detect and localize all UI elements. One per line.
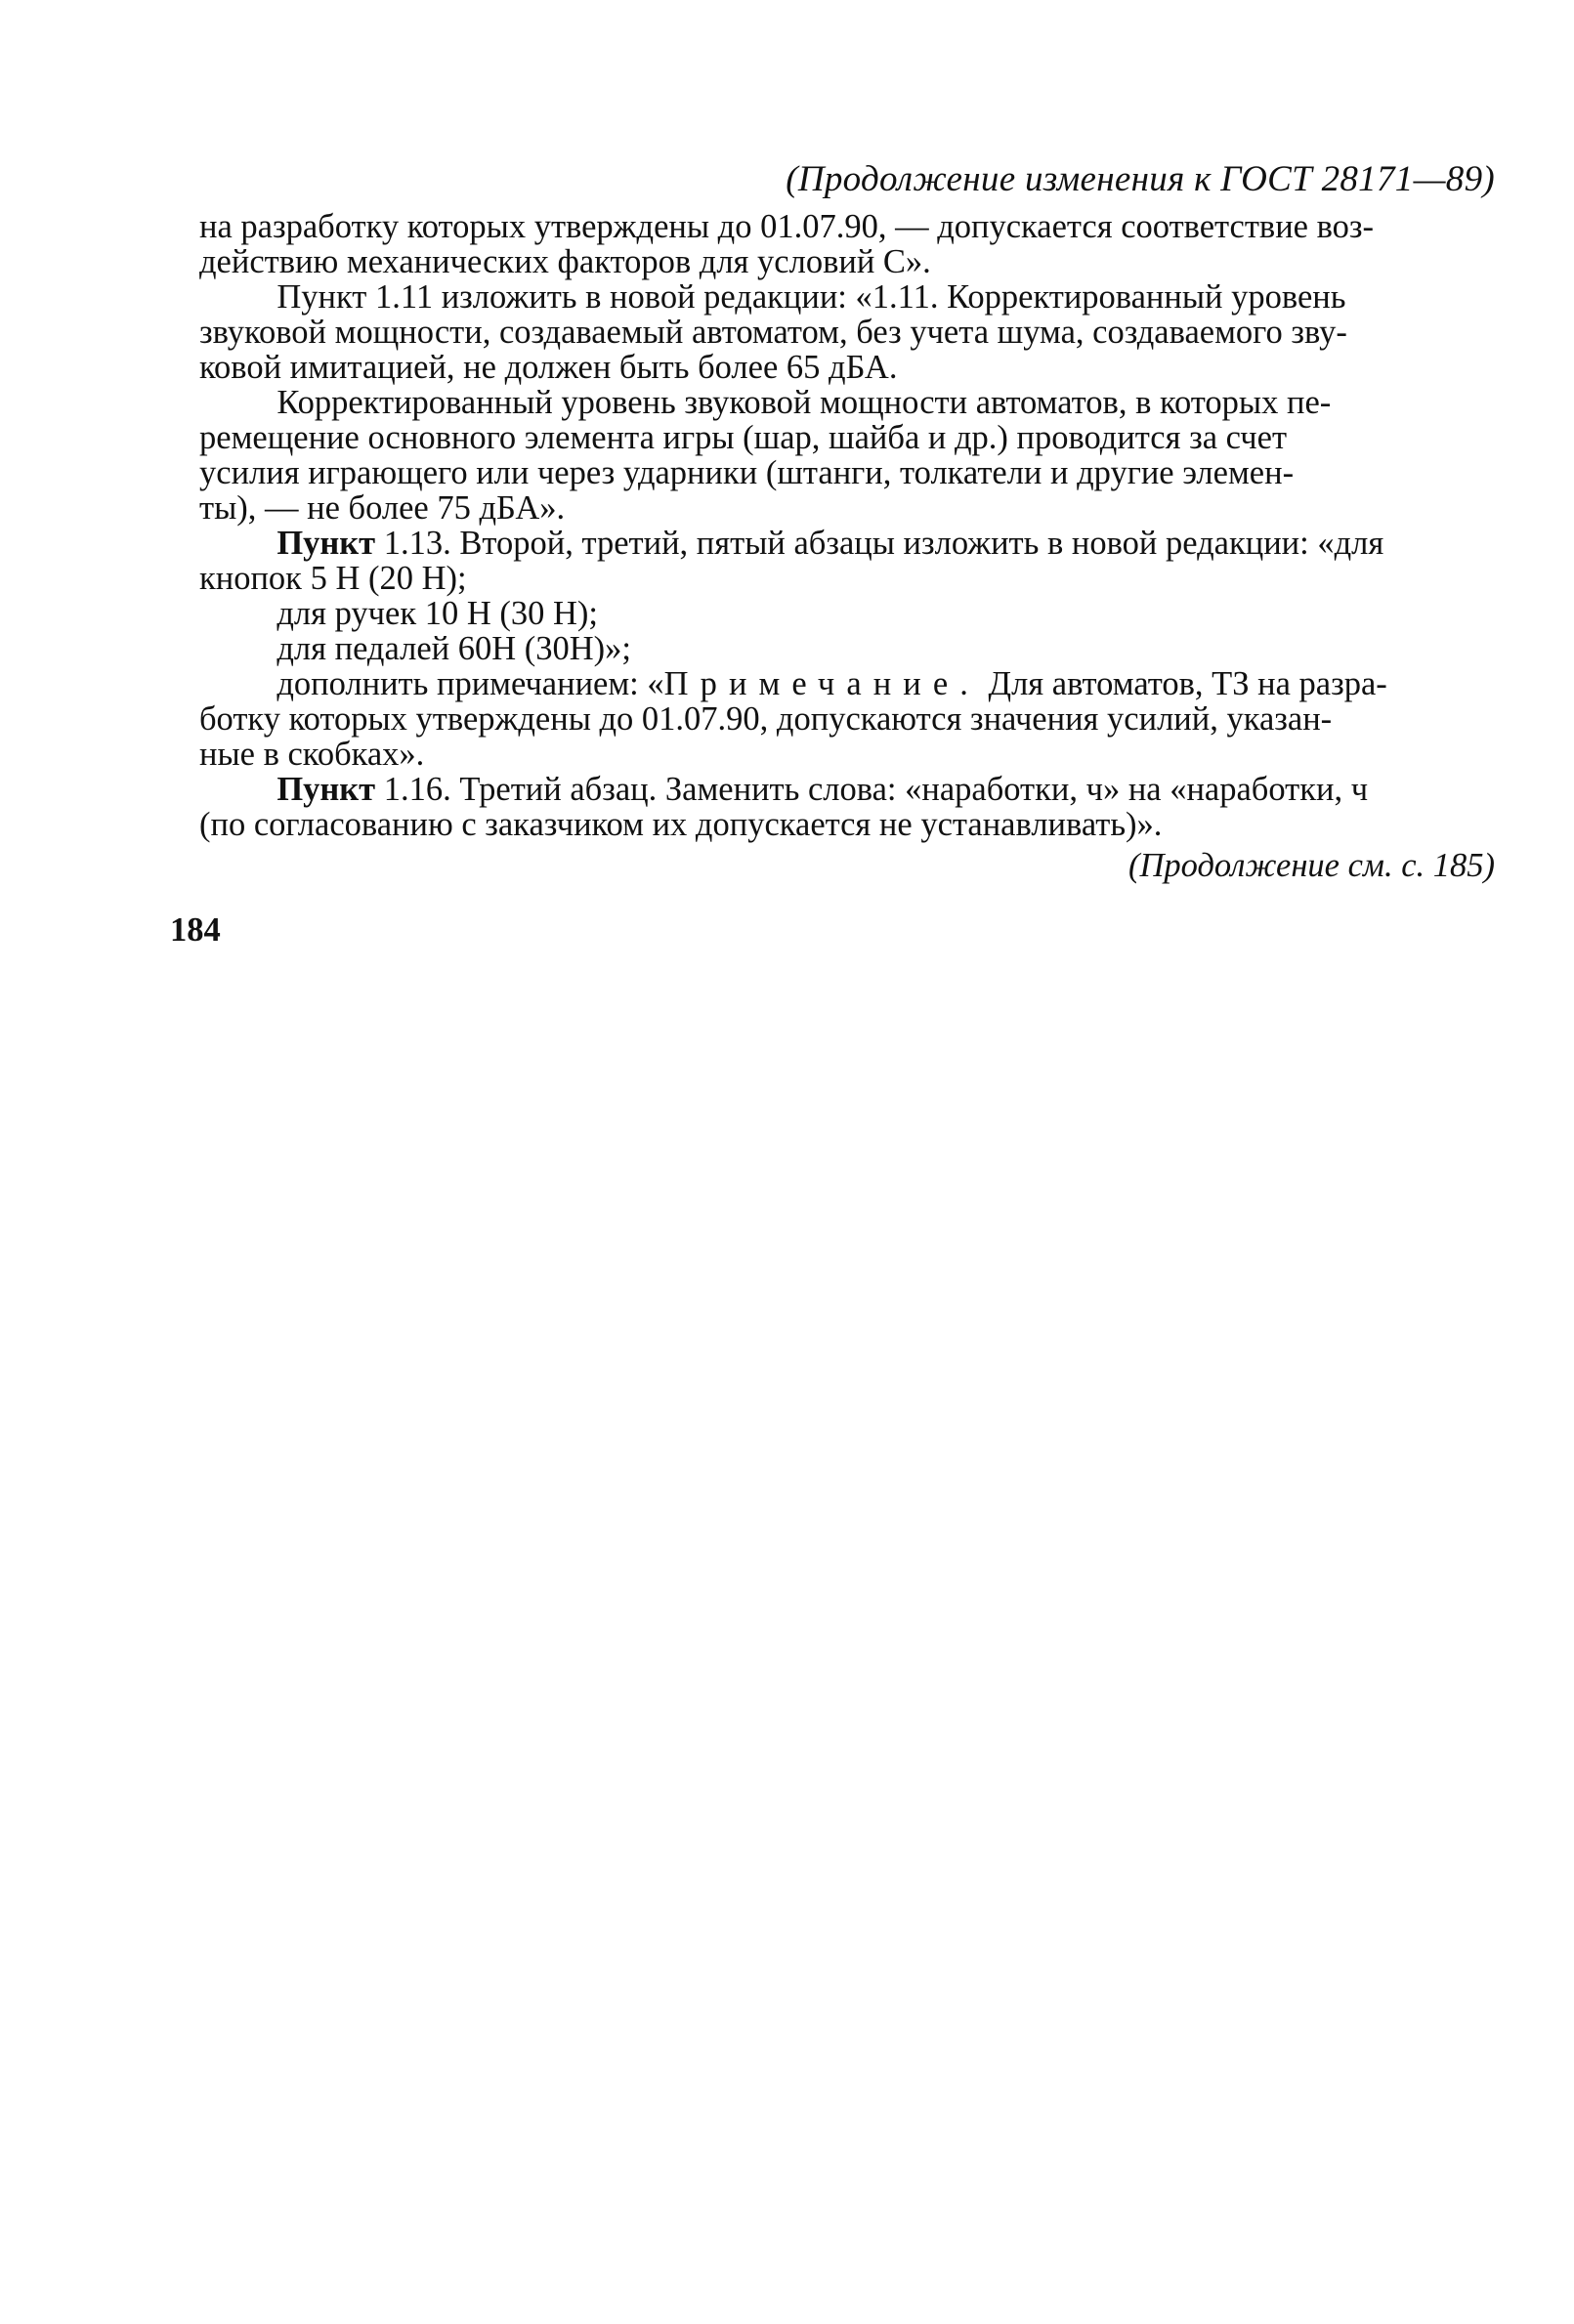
- note-label: Примечание.: [663, 665, 980, 702]
- text-line: на разработку которых утверждены до 01.07.90, — допускается соответствие воз-: [199, 208, 1375, 245]
- paragraph-4: [199, 526, 1495, 772]
- text-line: [199, 666, 1495, 701]
- text-line: кнопок 5 Н (20 Н);: [199, 560, 467, 597]
- continuation-header: (Продолжение изменения к ГОСТ 28171—89): [786, 159, 1495, 199]
- continuation-footer: (Продолжение см. с. 185): [1128, 847, 1495, 884]
- paragraph-5: [199, 772, 1495, 842]
- note-text: Для автоматов, ТЗ на разра-: [979, 665, 1387, 702]
- paragraph-3: [199, 385, 1495, 526]
- text-line: ты), — не более 75 дБА».: [199, 489, 566, 527]
- item-lead: Пункт: [277, 771, 376, 808]
- text-block: [199, 156, 1495, 885]
- paragraph-1: [199, 209, 1495, 279]
- text-line: звуковой мощности, создаваемый автоматом, без учета шума, создаваемого зву-: [199, 314, 1347, 351]
- text-line: ковой имитацией, не должен быть более 65 дБА.: [199, 349, 898, 386]
- note-lead: дополнить примечанием: «: [277, 665, 664, 702]
- page-number: 184: [170, 911, 221, 949]
- text-line: (по согласованию с заказчиком их допускается не устанавливать)».: [199, 806, 1163, 843]
- text-line: [199, 526, 1495, 561]
- text-line: для ручек 10 Н (30 Н);: [277, 595, 598, 632]
- paragraph-2: [199, 279, 1495, 385]
- item-lead: Пункт: [277, 278, 367, 316]
- text-line: ные в скобках».: [199, 736, 425, 773]
- text-line: усилия играющего или через ударники (штанги, толкатели и другие элемен-: [199, 454, 1295, 491]
- text-line: действию механических факторов для условий С».: [199, 243, 931, 280]
- item-lead: Пункт: [277, 525, 376, 562]
- text-line: ремещение основного элемента игры (шар, шайба и др.) проводится за счет: [199, 419, 1288, 456]
- text-line: [199, 279, 1495, 315]
- text-line: для педалей 60Н (30Н)»;: [277, 630, 631, 667]
- item-text: 1.13. Второй, третий, пятый абзацы изложить в новой редакции: «для: [375, 525, 1384, 562]
- item-text: 1.16. Третий абзац. Заменить слова: «наработки, ч» на «наработки, ч: [375, 771, 1369, 808]
- text-line: [199, 772, 1495, 807]
- text-line: Корректированный уровень звуковой мощности автоматов, в которых пе-: [277, 384, 1332, 421]
- text-line: ботку которых утверждены до 01.07.90, допускаются значения усилий, указан-: [199, 700, 1333, 738]
- item-text: 1.11 изложить в новой редакции: «1.11. Корректированный уровень: [366, 278, 1346, 316]
